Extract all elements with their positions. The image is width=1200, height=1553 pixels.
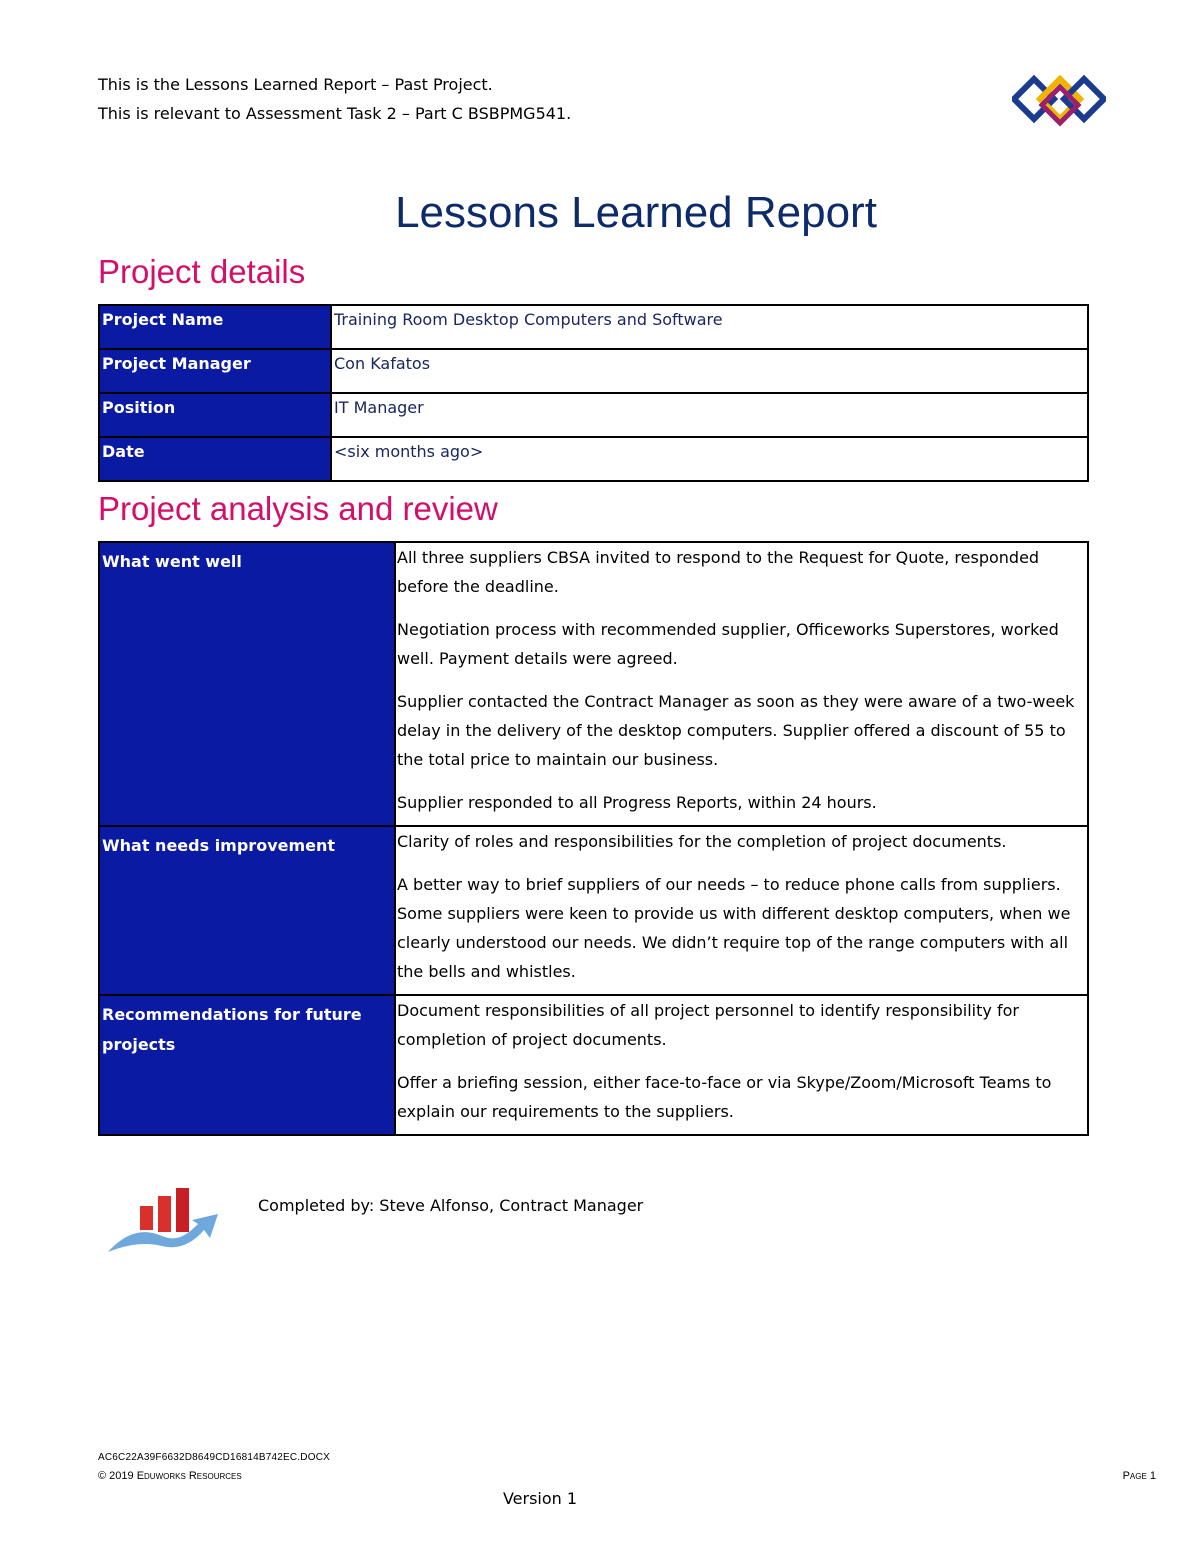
- bar-chart-growth-icon: [106, 1184, 230, 1258]
- project-name-value: Training Room Desktop Computers and Software: [331, 305, 1088, 349]
- interlocking-diamonds-logo-icon: [1012, 74, 1106, 130]
- table-row: [99, 305, 1088, 349]
- header-note-line-2: This is relevant to Assessment Task 2 – Part C BSBPMG541.: [98, 104, 572, 123]
- header-note-line-1: This is the Lessons Learned Report – Past Project.: [98, 75, 493, 94]
- document-title: Lessons Learned Report: [395, 188, 877, 237]
- table-row: [99, 826, 1088, 995]
- what-needs-improvement-content: [395, 826, 1088, 995]
- project-analysis-table: [98, 541, 1089, 1136]
- table-row: [99, 437, 1088, 481]
- table-row: [99, 393, 1088, 437]
- project-manager-value: Con Kafatos: [331, 349, 1088, 393]
- position-value: IT Manager: [331, 393, 1088, 437]
- table-row: [99, 542, 1088, 826]
- date-value: <six months ago>: [331, 437, 1088, 481]
- paragraph: A better way to brief suppliers of our needs – to reduce phone calls from suppliers. Some suppliers were keen to provide us with different desktop computers, when we clearly understood our needs. We didn’t require top of the range computers with all the bells and whistles.: [397, 875, 1071, 981]
- project-analysis-heading: Project analysis and review: [98, 490, 498, 527]
- what-needs-improvement-label: What needs improvement: [99, 826, 395, 995]
- project-manager-label: Project Manager: [99, 349, 331, 393]
- paragraph: Clarity of roles and responsibilities for the completion of project documents.: [397, 832, 1007, 851]
- date-label: Date: [99, 437, 331, 481]
- project-details-table: [98, 304, 1089, 482]
- page-number: Page 1: [1122, 1470, 1156, 1482]
- what-went-well-content: [395, 542, 1088, 826]
- table-row: [99, 995, 1088, 1135]
- copyright: © 2019 Eduworks Resources: [98, 1470, 242, 1482]
- document-code: AC6C22A39F6632D8649CD16814B742EC.DOCX: [98, 1452, 330, 1463]
- project-details-heading: Project details: [98, 253, 306, 290]
- version: Version 1: [502, 1489, 578, 1508]
- what-went-well-label: What went well: [99, 542, 395, 826]
- paragraph: Offer a briefing session, either face-to-face or via Skype/Zoom/Microsoft Teams to explain our requirements to the suppliers.: [397, 1073, 1052, 1121]
- recommendations-label: Recommendations for future projects: [99, 995, 395, 1135]
- paragraph: All three suppliers CBSA invited to respond to the Request for Quote, responded before the deadline.: [397, 548, 1040, 596]
- recommendations-content: [395, 995, 1088, 1135]
- table-row: [99, 349, 1088, 393]
- paragraph: Supplier responded to all Progress Reports, within 24 hours.: [397, 793, 877, 812]
- paragraph: Supplier contacted the Contract Manager as soon as they were aware of a two-week delay in the delivery of the desktop computers. Supplier offered a discount of 55 to the total price to maintain our business.: [397, 692, 1075, 769]
- position-label: Position: [99, 393, 331, 437]
- completed-by: Completed by: Steve Alfonso, Contract Manager: [258, 1196, 644, 1215]
- paragraph: Negotiation process with recommended supplier, Officeworks Superstores, worked well. Payment details were agreed.: [397, 620, 1059, 668]
- project-name-label: Project Name: [99, 305, 331, 349]
- paragraph: Document responsibilities of all project personnel to identify responsibility for completion of project documents.: [397, 1001, 1019, 1049]
